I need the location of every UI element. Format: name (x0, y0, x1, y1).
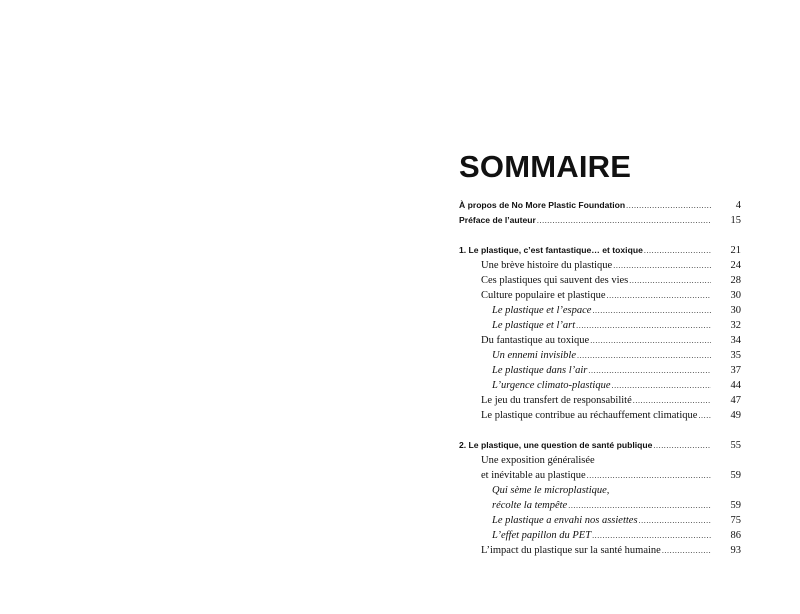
leader-dots (639, 513, 711, 528)
toc-page-number: 55 (730, 440, 741, 451)
toc-page-number: 24 (730, 260, 741, 271)
section-spacer (459, 423, 741, 438)
toc-page-number: 47 (730, 395, 741, 406)
leader-dots (588, 363, 711, 378)
leader-dots (629, 273, 711, 288)
toc-page-number: 30 (730, 290, 741, 301)
leader-dots (644, 243, 711, 258)
toc-entry-label: 1. Le plastique, c’est fantastique… et toxique (459, 245, 643, 255)
section-spacer (459, 228, 741, 243)
leader-dots (607, 288, 711, 303)
toc-entry-label: Le plastique et l’art (492, 320, 576, 331)
leader-dots (592, 528, 711, 543)
toc-subentry (459, 318, 741, 333)
toc-entry-label: récolte la tempête (492, 500, 568, 511)
toc-entry-label: Un ennemi invisible (492, 350, 576, 361)
toc-entry-label: Le plastique contribue au réchauffement climatique (481, 410, 698, 421)
toc-page-number: 44 (730, 380, 741, 391)
toc-page-number: 37 (730, 365, 741, 376)
toc-entry-label: Le plastique dans l’air (492, 365, 588, 376)
toc-entry-label: À propos de No More Plastic Foundation (459, 200, 626, 210)
toc-page-number: 28 (730, 275, 741, 286)
leader-dots (587, 468, 711, 483)
toc-page-number: 30 (730, 305, 741, 316)
toc-entry (459, 273, 741, 288)
toc-page-number: 59 (730, 500, 741, 511)
leader-dots (633, 393, 711, 408)
toc-chapter-2 (459, 438, 741, 453)
toc-entry (459, 543, 741, 558)
toc-entry (459, 393, 741, 408)
toc-entry-label: Une brève histoire du plastique (481, 260, 613, 271)
toc-entry-label: Le jeu du transfert de responsabilité (481, 395, 632, 406)
toc-entry (459, 468, 741, 483)
toc-page-number: 15 (730, 215, 741, 226)
toc-entry-label: Culture populaire et plastique (481, 290, 606, 301)
toc-entry (459, 333, 741, 348)
toc-entry-label: Ces plastiques qui sauvent des vies (481, 275, 629, 286)
toc-subentry (459, 498, 741, 513)
leader-dots (592, 303, 711, 318)
toc-entry (459, 258, 741, 273)
toc-subentry-first-line: Qui sème le microplastique, (492, 485, 610, 496)
table-of-contents (459, 198, 741, 558)
leader-dots (590, 333, 711, 348)
toc-subentry (459, 348, 741, 363)
toc-page-number: 35 (730, 350, 741, 361)
toc-page-number: 21 (730, 245, 741, 256)
toc-page-number: 34 (730, 335, 741, 346)
toc-entry-first-line: Une exposition généralisée (481, 455, 595, 466)
toc-entry-label: Le plastique et l’espace (492, 305, 592, 316)
leader-dots (613, 258, 711, 273)
toc-entry-label: L’impact du plastique sur la santé humaine (481, 545, 661, 556)
toc-entry-about (459, 198, 741, 213)
page-title: SOMMAIRE (459, 149, 632, 184)
toc-page-number: 32 (730, 320, 741, 331)
toc-entry-label: Du fantastique au toxique (481, 335, 590, 346)
leader-dots (612, 378, 712, 393)
leader-dots (576, 318, 711, 333)
toc-subentry (459, 378, 741, 393)
toc-subentry (459, 303, 741, 318)
leader-dots (662, 543, 711, 558)
toc-entry-label: Le plastique a envahi nos assiettes (492, 515, 638, 526)
toc-page-number: 49 (730, 410, 741, 421)
toc-entry-label: et inévitable au plastique (481, 470, 586, 481)
toc-entry-label: L’urgence climato-plastique (492, 380, 611, 391)
toc-page-number: 59 (730, 470, 741, 481)
toc-page-number: 93 (730, 545, 741, 556)
leader-dots (653, 438, 711, 453)
toc-page-number: 86 (730, 530, 741, 541)
toc-subentry (459, 528, 741, 543)
toc-chapter-1 (459, 243, 741, 258)
toc-entry-preface (459, 213, 741, 228)
toc-entry-label: 2. Le plastique, une question de santé publique (459, 440, 653, 450)
toc-entry (459, 408, 741, 423)
toc-entry-label: L’effet papillon du PET (492, 530, 592, 541)
leader-dots (577, 348, 711, 363)
leader-dots (698, 408, 711, 423)
leader-dots (537, 213, 711, 228)
toc-entry (459, 288, 741, 303)
toc-page-number: 75 (730, 515, 741, 526)
leader-dots (626, 198, 711, 213)
toc-entry-label: Préface de l’auteur (459, 215, 536, 225)
toc-subentry (459, 363, 741, 378)
toc-subentry (459, 513, 741, 528)
leader-dots (568, 498, 711, 513)
toc-page-number: 4 (735, 200, 741, 211)
